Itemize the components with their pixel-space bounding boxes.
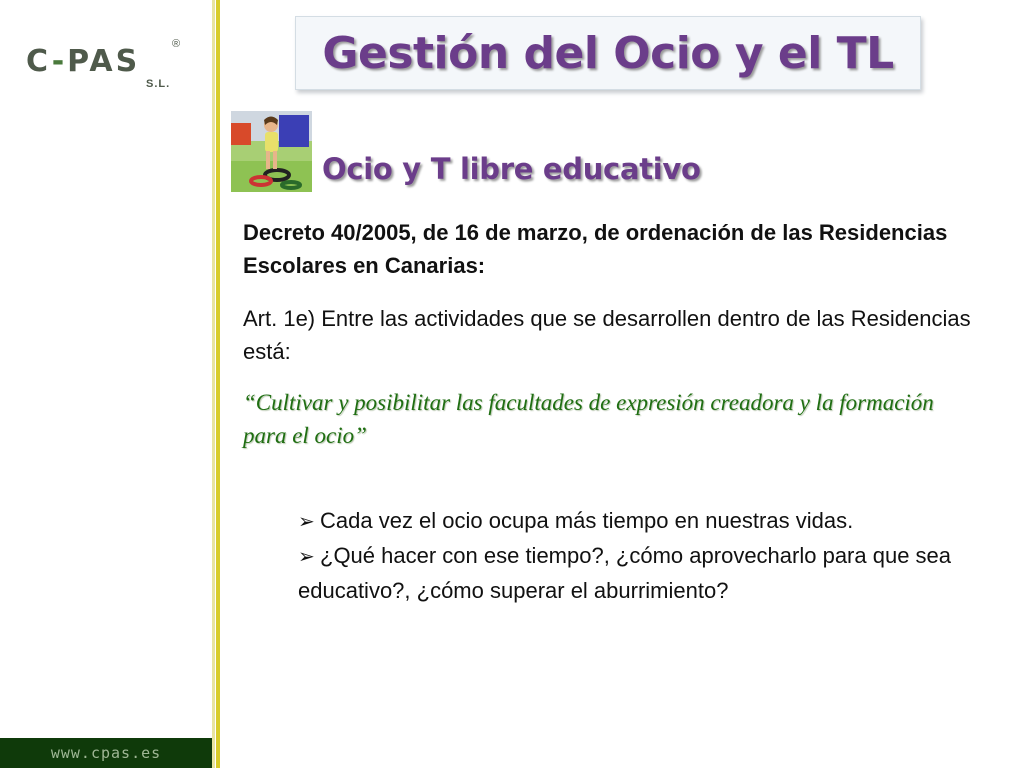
- photo-illustration: [231, 111, 312, 192]
- divider-line: [212, 0, 215, 768]
- slide-subtitle: Ocio y T libre educativo: [322, 152, 701, 186]
- website-link[interactable]: www.cpas.es: [50, 744, 162, 762]
- registered-mark: ®: [172, 38, 181, 50]
- logo-letters-pas: PAS: [67, 44, 141, 79]
- slide-title: Gestión del Ocio y el TL: [322, 27, 894, 79]
- arrow-bullet-icon: ➢: [298, 546, 315, 568]
- bullet-text: Cada vez el ocio ocupa más tiempo en nuestras vidas.: [320, 508, 854, 533]
- accent-divider-line: [216, 0, 220, 768]
- article-text: Art. 1e) Entre las actividades que se desarrollen dentro de las Residencias está:: [243, 306, 971, 364]
- decree-heading: Decreto 40/2005, de 16 de marzo, de ordenación de las Residencias Escolares en Canarias:: [243, 220, 948, 278]
- bullet-text: ¿Qué hacer con ese tiempo?, ¿cómo aprovecharlo para que sea educativo?, ¿cómo superar el aburrimiento?: [298, 543, 952, 603]
- company-logo: [26, 38, 206, 94]
- footer-bar: [0, 738, 212, 768]
- arrow-bullet-icon: ➢: [298, 511, 315, 533]
- child-playing-photo: [231, 111, 312, 192]
- title-box: [295, 16, 921, 90]
- logo-suffix: S.L.: [146, 78, 171, 90]
- quote-text: “Cultivar y posibilitar las facultades de expresión creadora y la formación para el ocio”: [243, 390, 934, 448]
- logo-letter-c: C: [26, 44, 52, 79]
- logo-dash: -: [51, 44, 68, 79]
- list-item: [298, 504, 978, 539]
- bullet-list: [298, 504, 978, 607]
- sidebar: [0, 0, 212, 768]
- logo-wordmark: [26, 44, 140, 79]
- list-item: [298, 539, 978, 607]
